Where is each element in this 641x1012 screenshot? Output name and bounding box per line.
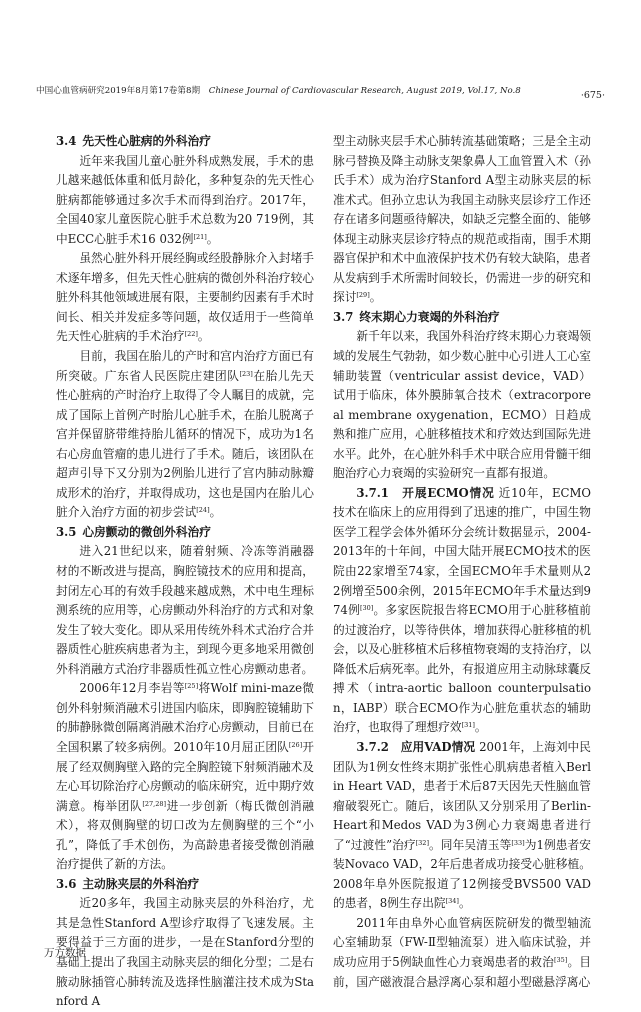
paragraph-text: 在胎儿先天性心脏病的产时治疗上取得了令人瞩目的成就，完成了国际上首例产时胎儿心脏手术，在胎儿脱离子宫并保留脐带维持胎儿循环的情况下，成功为1名右心房血管瘤的患儿进行了手术。随后，该团队在超声引导下又分别为2例胎儿进行了宫内肺动脉瓣成形术的治疗，并取得成功，这也是国内在胎儿心脏介入治疗方面的初步尝试	[56, 368, 314, 520]
journal-cn: 中国心血管病研究2019年8月第17卷第8期	[36, 86, 201, 96]
section-title: 心房颤动的微创外科治疗	[82, 524, 211, 539]
paragraph-text: 进入21世纪以来，随着射频、冷冻等消融器材的不断改进与提高，胸腔镜技术的应用和提高，封闭左心耳的有效手段越来越成熟，术中电生理标测系统的应用等，心房颤动外科治疗的方式和对象发生了较大变化。即从采用传统外科术式治疗合并器质性心脏疾病患者为主，到现今更多地采用微创外科消融方式治疗非器质性孤立性心房颤动患者。	[56, 544, 314, 676]
subsection-title: 3.7.1 开展ECMO情况	[356, 485, 495, 500]
citation-ref: [26]	[288, 740, 303, 749]
paragraph-text: 2006年12月李岩等	[79, 681, 185, 696]
running-header	[36, 84, 605, 106]
section-number: 3.4	[56, 134, 77, 148]
journal-citation	[36, 84, 521, 96]
body-paragraph	[56, 679, 314, 874]
paragraph-text: 2011年由阜外心血管病医院研发的微型轴流心室辅助泵（FW-Ⅱ型轴流泵）进入临床试验，并成功应用于5例缺血性心力衰竭患者的救治	[333, 915, 591, 969]
citation-ref: [33]	[511, 838, 525, 847]
journal-en: Chinese Journal of Cardiovascular Research, August 2019, Vol.17, No.8	[208, 86, 521, 96]
citation-ref: [22]	[184, 330, 198, 339]
paragraph-text: 近10年，ECMO技术在临床上的应用得到了迅速的推广，中国生物医学工程学会体外循环分会统计数据显示，2004-2013年的十年间，中国大陆开展ECMO技术的医院由22家增至74家，全国ECMO年手术量则从22例增至500余例，2015年ECMO年手术量达到974例	[333, 485, 591, 618]
paragraph-end: 。	[209, 505, 222, 520]
citation-ref: [35]	[553, 955, 568, 964]
body-paragraph	[56, 894, 314, 1011]
citation-ref: [24]	[196, 506, 210, 515]
left-column	[56, 132, 314, 1012]
subsection-title: 3.7.2 应用VAD情况	[356, 739, 476, 754]
paragraph-text: 近年来我国儿童心脏外科成熟发展，手术的患儿越来越低体重和低月龄化，多种复杂的先天性心脏病都能够通过多次手术而得到治疗。2017年，全国40家儿童医院心脏手术总数为20 719例，其中ECC心脏手术16 032例	[56, 153, 314, 246]
citation-ref: [31]	[461, 721, 475, 730]
body-paragraph	[333, 132, 591, 308]
section-title: 主动脉夹层的外科治疗	[82, 876, 200, 891]
paragraph-text: 目前，我国在胎儿的产时和宫内治疗方面已有所突破。广东省人民医院庄建团队	[56, 349, 314, 383]
body-paragraph	[333, 327, 591, 483]
section-heading	[56, 132, 314, 152]
paragraph-text: 新千年以来，我国外科治疗终末期心力衰竭领域的发展生气勃勃，如少数心脏中心引进人工心室辅助装置（ventricular assist device，VAD）试用于临床，体外膜肺氧合技术（extracorporeal membrane oxygenation，ECMO）日趋成熟和推广应用，心脏移植技术和疗效达到国际先进水平。此外，在心脏外科手术中联合应用骨髓干细胞治疗心力衰竭的实验研究一直都有报道。	[333, 329, 591, 481]
paragraph-end: 。	[206, 231, 219, 246]
body-paragraph	[56, 152, 314, 250]
paragraph-end: 。	[369, 290, 382, 305]
citation-ref: [30]	[359, 604, 374, 613]
section-heading	[333, 308, 591, 328]
section-title: 终末期心力衰竭的外科治疗	[359, 309, 500, 324]
subsection-paragraph	[333, 738, 591, 914]
citation-ref: [27,28]	[142, 799, 167, 808]
section-title: 先天性心脏病的外科治疗	[82, 134, 211, 148]
paragraph-end: 。	[197, 329, 210, 344]
section-number: 3.6	[56, 876, 77, 891]
body-paragraph	[56, 542, 314, 679]
page-number: ·675·	[580, 90, 605, 101]
citation-ref: [23]	[239, 369, 253, 378]
body-paragraph	[333, 914, 591, 992]
citation-ref: [25]	[184, 682, 199, 691]
citation-ref: [29]	[356, 291, 370, 300]
paragraph-text: 近20多年，我国主动脉夹层的外科治疗，尤其是急性Stanford A型诊疗取得了飞速发展。主要得益于三方面的进步，一是在Stanford分型的基础上提出了我国主动脉夹层的细化分型；二是右腋动脉插管心肺转流及选择性脑灌注技术成为Stanford A	[56, 896, 314, 1009]
citation-ref: [21]	[193, 232, 207, 241]
section-heading	[56, 875, 314, 895]
citation-ref: [34]	[445, 897, 459, 906]
subsection-paragraph	[333, 484, 591, 738]
paragraph-text: 虽然心脏外科开展经胸或经股静脉介入封堵手术逐年增多，但先天性心脏病的微创外科治疗较心脏外科其他领域进展有限，主要制约因素有手术时间长、相关并发症多等问题，故仅适用于一些简单先天性心脏病的手术治疗	[56, 251, 314, 344]
paragraph-text: 型主动脉夹层手术心肺转流基础策略；三是全主动脉弓替换及降主动脉支架象鼻人工血管置入术（孙氏手术）成为治疗Stanford A型主动脉夹层的标准术式。但孙立忠认为我国主动脉夹层诊疗工作还存在诸多问题亟待解决，如缺乏完整全面的、能够体现主动脉夹层诊疗特点的规范或指南，围手术期器官保护和术中血液保护技术仍有较大缺陷，患者从发病到手术所需时间较长，仍需进一步的研究和探讨	[333, 134, 591, 305]
section-heading	[56, 523, 314, 543]
body-paragraph	[56, 249, 314, 347]
section-number: 3.7	[333, 309, 354, 324]
paragraph-text: 开展了经双侧胸壁入路的完全胸腔镜下射频消融术及左心耳切除治疗心房颤动的临床研究，近中期疗效满意。梅举团队	[56, 739, 314, 813]
right-column	[333, 132, 591, 992]
body-paragraph	[56, 347, 314, 523]
paragraph-end: 。	[458, 896, 471, 911]
paragraph-text: 进一步创新（梅氏微创消融术），将双侧胸壁的切口改为左侧胸壁的三个“小孔”，降低了手术创伤，为高龄患者接受微创消融治疗提供了新的方法。	[56, 798, 314, 872]
paragraph-text: 。同年吴清玉等	[428, 837, 512, 852]
paragraph-text: 2001年，上海刘中民团队为1例女性终末期扩张性心肌病患者植入Berlin Heart VAD，患者于术后87天因先天性脑血管瘤破裂死亡。随后，该团队又分别采用了Berlin-Heart和Medos VAD为3例心力衰竭患者进行了“过渡性”治疗	[333, 739, 591, 852]
footer-watermark: 万方数据	[44, 947, 86, 959]
section-number: 3.5	[56, 524, 77, 539]
paragraph-end: 。	[474, 720, 487, 735]
paragraph-text: 。多家医院报告将ECMO用于心脏移植前的过渡治疗，以等待供体，增加获得心脏移植的机会，以及心脏移植术后移植物衰竭的支持治疗，以降低术后病死率。此外，有报道应用主动脉球囊反搏术（intra-aortic balloon counterpulsation，IABP）联合ECMO作为心脏危重状态的辅助治疗，也取得了理想疗效	[333, 603, 591, 735]
citation-ref: [32]	[415, 838, 429, 847]
paragraph-text: 为1例患者安装Novaco VAD，2年后患者成功接受心脏移植。2008年阜外医院报道了12例接受BVS500 VAD的患者，8例生存出院	[333, 837, 591, 911]
paragraph-text: 将Wolf mini-maze微创外科射频消融术引进国内临床，即胸腔镜辅助下的肺静脉微创隔离消融术治疗心房颤动，目前已在全国积累了较多病例。2010年10月屈正团队	[56, 681, 314, 754]
paragraph-text: 。目前，国产磁液混合悬浮离心泵和超小型磁悬浮离心	[333, 954, 591, 989]
